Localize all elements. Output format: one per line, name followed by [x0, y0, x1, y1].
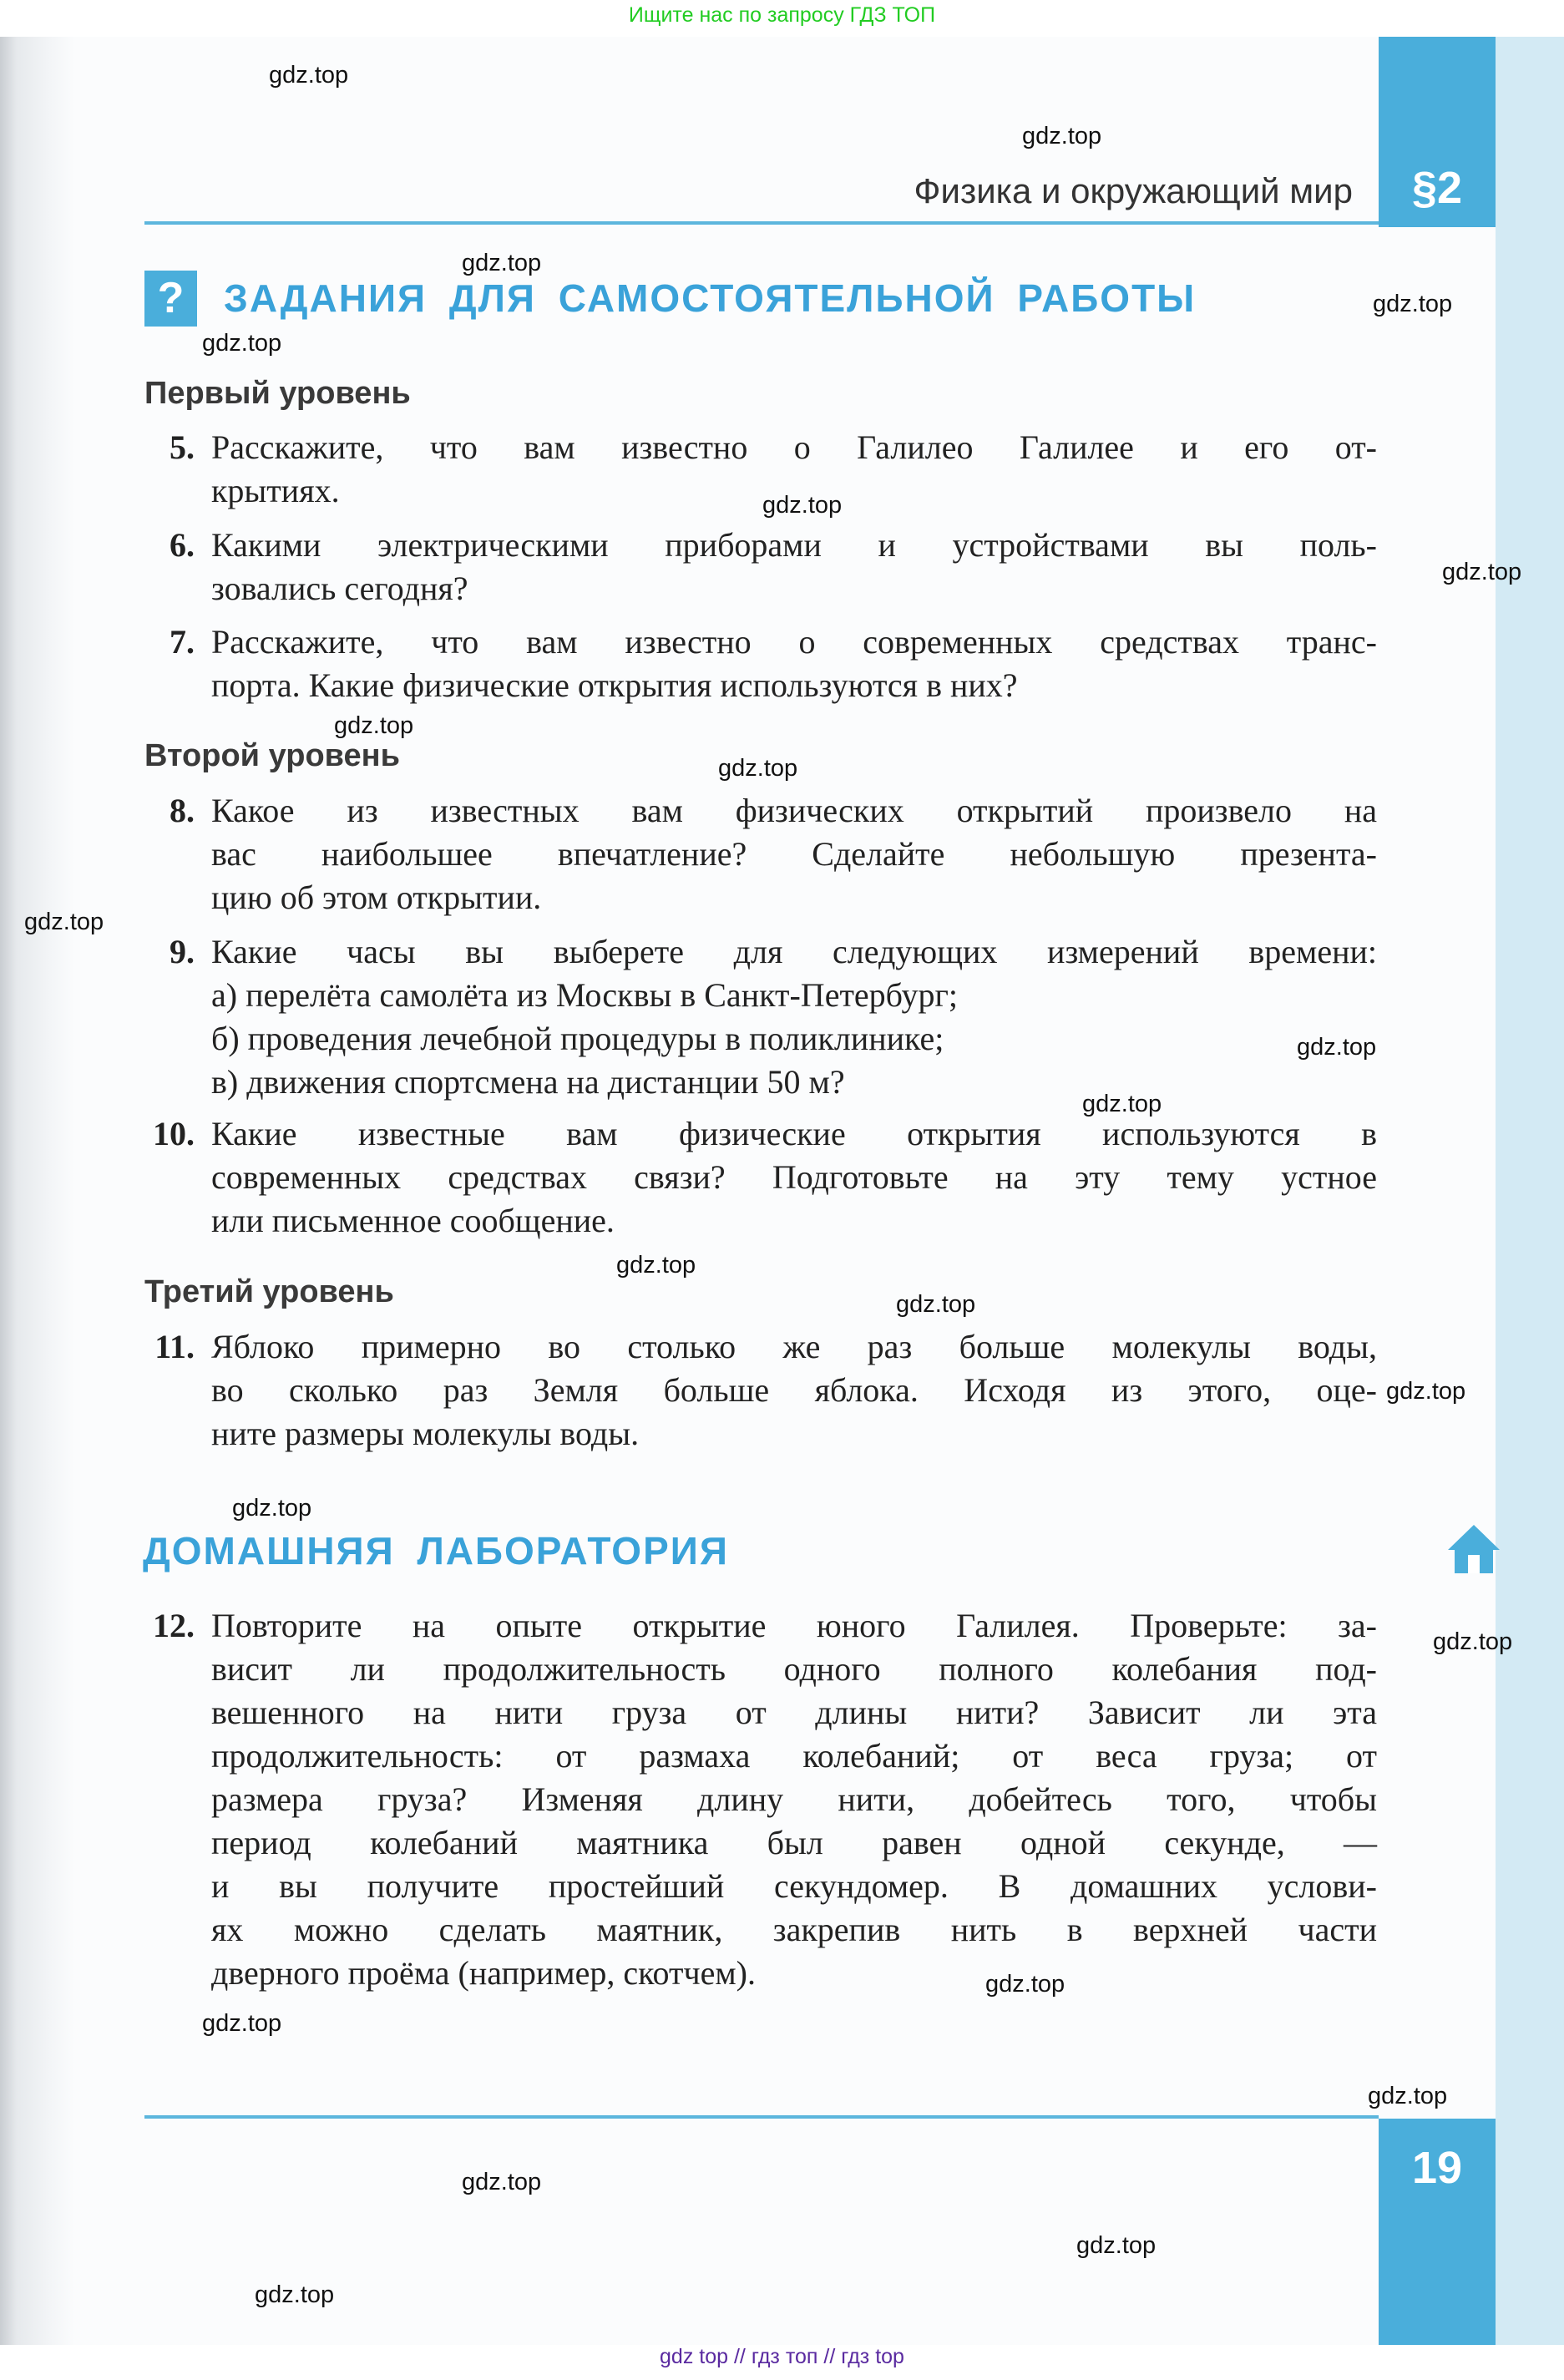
page-number-tab [1379, 2119, 1496, 2345]
watermark: gdz.top [462, 250, 542, 276]
watermark: gdz.top [24, 909, 104, 935]
watermark: gdz.top [1076, 2232, 1157, 2259]
watermark: gdz.top [269, 62, 349, 89]
task-line: вешенного на нити груза от длины нити? Зависит ли эта [211, 1694, 1377, 1731]
task-number: 12. [153, 1607, 195, 1644]
task-line: размера груза? Изменяя длину нити, добейтесь того, чтобы [211, 1780, 1377, 1818]
task-line: во сколько раз Земля больше яблока. Исходя из этого, оце- [211, 1371, 1377, 1409]
task-line: Какие известные вам физические открытия используются в [211, 1115, 1377, 1152]
task-line: Расскажите, что вам известно о Галилео Галилее и его от- [211, 428, 1377, 466]
watermark: gdz.top [462, 2169, 542, 2195]
watermark: gdz.top [1368, 2083, 1448, 2109]
watermark: gdz.top [202, 330, 282, 357]
watermark: gdz.top [762, 492, 843, 519]
watermark: gdz.top [1082, 1091, 1162, 1117]
task-subitem: б) проведения лечебной процедуры в поликлинике; [211, 1020, 944, 1057]
section-number: §2 [1411, 163, 1463, 213]
task-line: Повторите на опыте открытие юного Галилея. Проверьте: за- [211, 1607, 1377, 1644]
task-line: ните размеры молекулы воды. [211, 1415, 640, 1452]
task-line: Какое из известных вам физических открытий произвело на [211, 792, 1377, 829]
task-line: Расскажите, что вам известно о современных средствах транс- [211, 623, 1377, 661]
task-line: крытиях. [211, 472, 340, 509]
task-number: 6. [170, 526, 195, 564]
watermark: gdz.top [616, 1252, 696, 1279]
task-line: Какими электрическими приборами и устройствами вы поль- [211, 526, 1377, 564]
task-line: ях можно сделать маятник, закрепив нить в верхней части [211, 1911, 1377, 1948]
page-binding-shadow [0, 37, 75, 2345]
task-line: или письменное сообщение. [211, 1202, 615, 1239]
level-heading-3: Третий уровень [144, 1274, 394, 1309]
question-icon: ? [144, 271, 197, 327]
task-line: дверного проёма (например, скотчем). [211, 1954, 756, 1992]
watermark: gdz.top [896, 1291, 976, 1318]
task-line: период колебаний маятника был равен одной секунде, — [211, 1824, 1377, 1861]
task-number: 9. [170, 933, 195, 970]
watermark: gdz.top [334, 712, 414, 739]
top-banner[interactable]: Ищите нас по запросу ГДЗ ТОП [628, 3, 936, 27]
watermark: gdz.top [985, 1971, 1065, 1998]
watermark: gdz.top [202, 2010, 282, 2037]
bottom-banner[interactable]: gdz top // гдз топ // гдз top [660, 2345, 904, 2368]
footer-divider [144, 2115, 1379, 2119]
task-number: 10. [153, 1115, 195, 1152]
task-line: Яблоко примерно во столько же раз больше молекулы воды, [211, 1328, 1377, 1365]
watermark: gdz.top [718, 755, 798, 782]
watermark: gdz.top [1373, 291, 1453, 317]
task-line: вас наибольшее впечатление? Сделайте небольшую презента- [211, 835, 1377, 873]
section-tab [1379, 37, 1496, 227]
page-number: 19 [1411, 2143, 1463, 2193]
task-line: зовались сегодня? [211, 570, 468, 607]
task-number: 11. [154, 1328, 195, 1365]
watermark: gdz.top [1433, 1628, 1513, 1655]
task-number: 8. [170, 792, 195, 829]
task-subitem: в) движения спортсмена на дистанции 50 м? [211, 1063, 845, 1101]
task-line: висит ли продолжительность одного полного колебания под- [211, 1650, 1377, 1688]
watermark: gdz.top [1386, 1378, 1466, 1405]
running-header-title: Физика и окружающий мир [914, 171, 1353, 210]
home-icon [1445, 1520, 1503, 1578]
watermark: gdz.top [232, 1495, 312, 1522]
task-line: порта. Какие физические открытия используются в них? [211, 666, 1018, 704]
task-line: Какие часы вы выберете для следующих измерений времени: [211, 933, 1377, 970]
task-line: продолжительность: от размаха колебаний; от веса груза; от [211, 1737, 1377, 1775]
watermark: gdz.top [1442, 559, 1522, 585]
task-line: современных средствах связи? Подготовьте на эту тему устное [211, 1158, 1377, 1196]
tasks-section-title: ЗАДАНИЯ ДЛЯ САМОСТОЯТЕЛЬНОЙ РАБОТЫ [224, 276, 1197, 320]
task-number: 5. [170, 428, 195, 466]
task-number: 7. [170, 623, 195, 661]
level-heading-2: Второй уровень [144, 738, 400, 773]
watermark: gdz.top [1297, 1034, 1377, 1061]
watermark: gdz.top [255, 2281, 335, 2308]
page-margin-band [1496, 37, 1564, 2345]
task-line: цию об этом открытии. [211, 879, 542, 916]
home-lab-title: ДОМАШНЯЯ ЛАБОРАТОРИЯ [143, 1529, 729, 1572]
watermark: gdz.top [1022, 123, 1102, 149]
task-subitem: а) перелёта самолёта из Москвы в Санкт-Петербург; [211, 976, 959, 1014]
level-heading-1: Первый уровень [144, 376, 411, 411]
task-line: и вы получите простейший секундомер. В домашних услови- [211, 1867, 1377, 1905]
header-divider [144, 221, 1379, 225]
